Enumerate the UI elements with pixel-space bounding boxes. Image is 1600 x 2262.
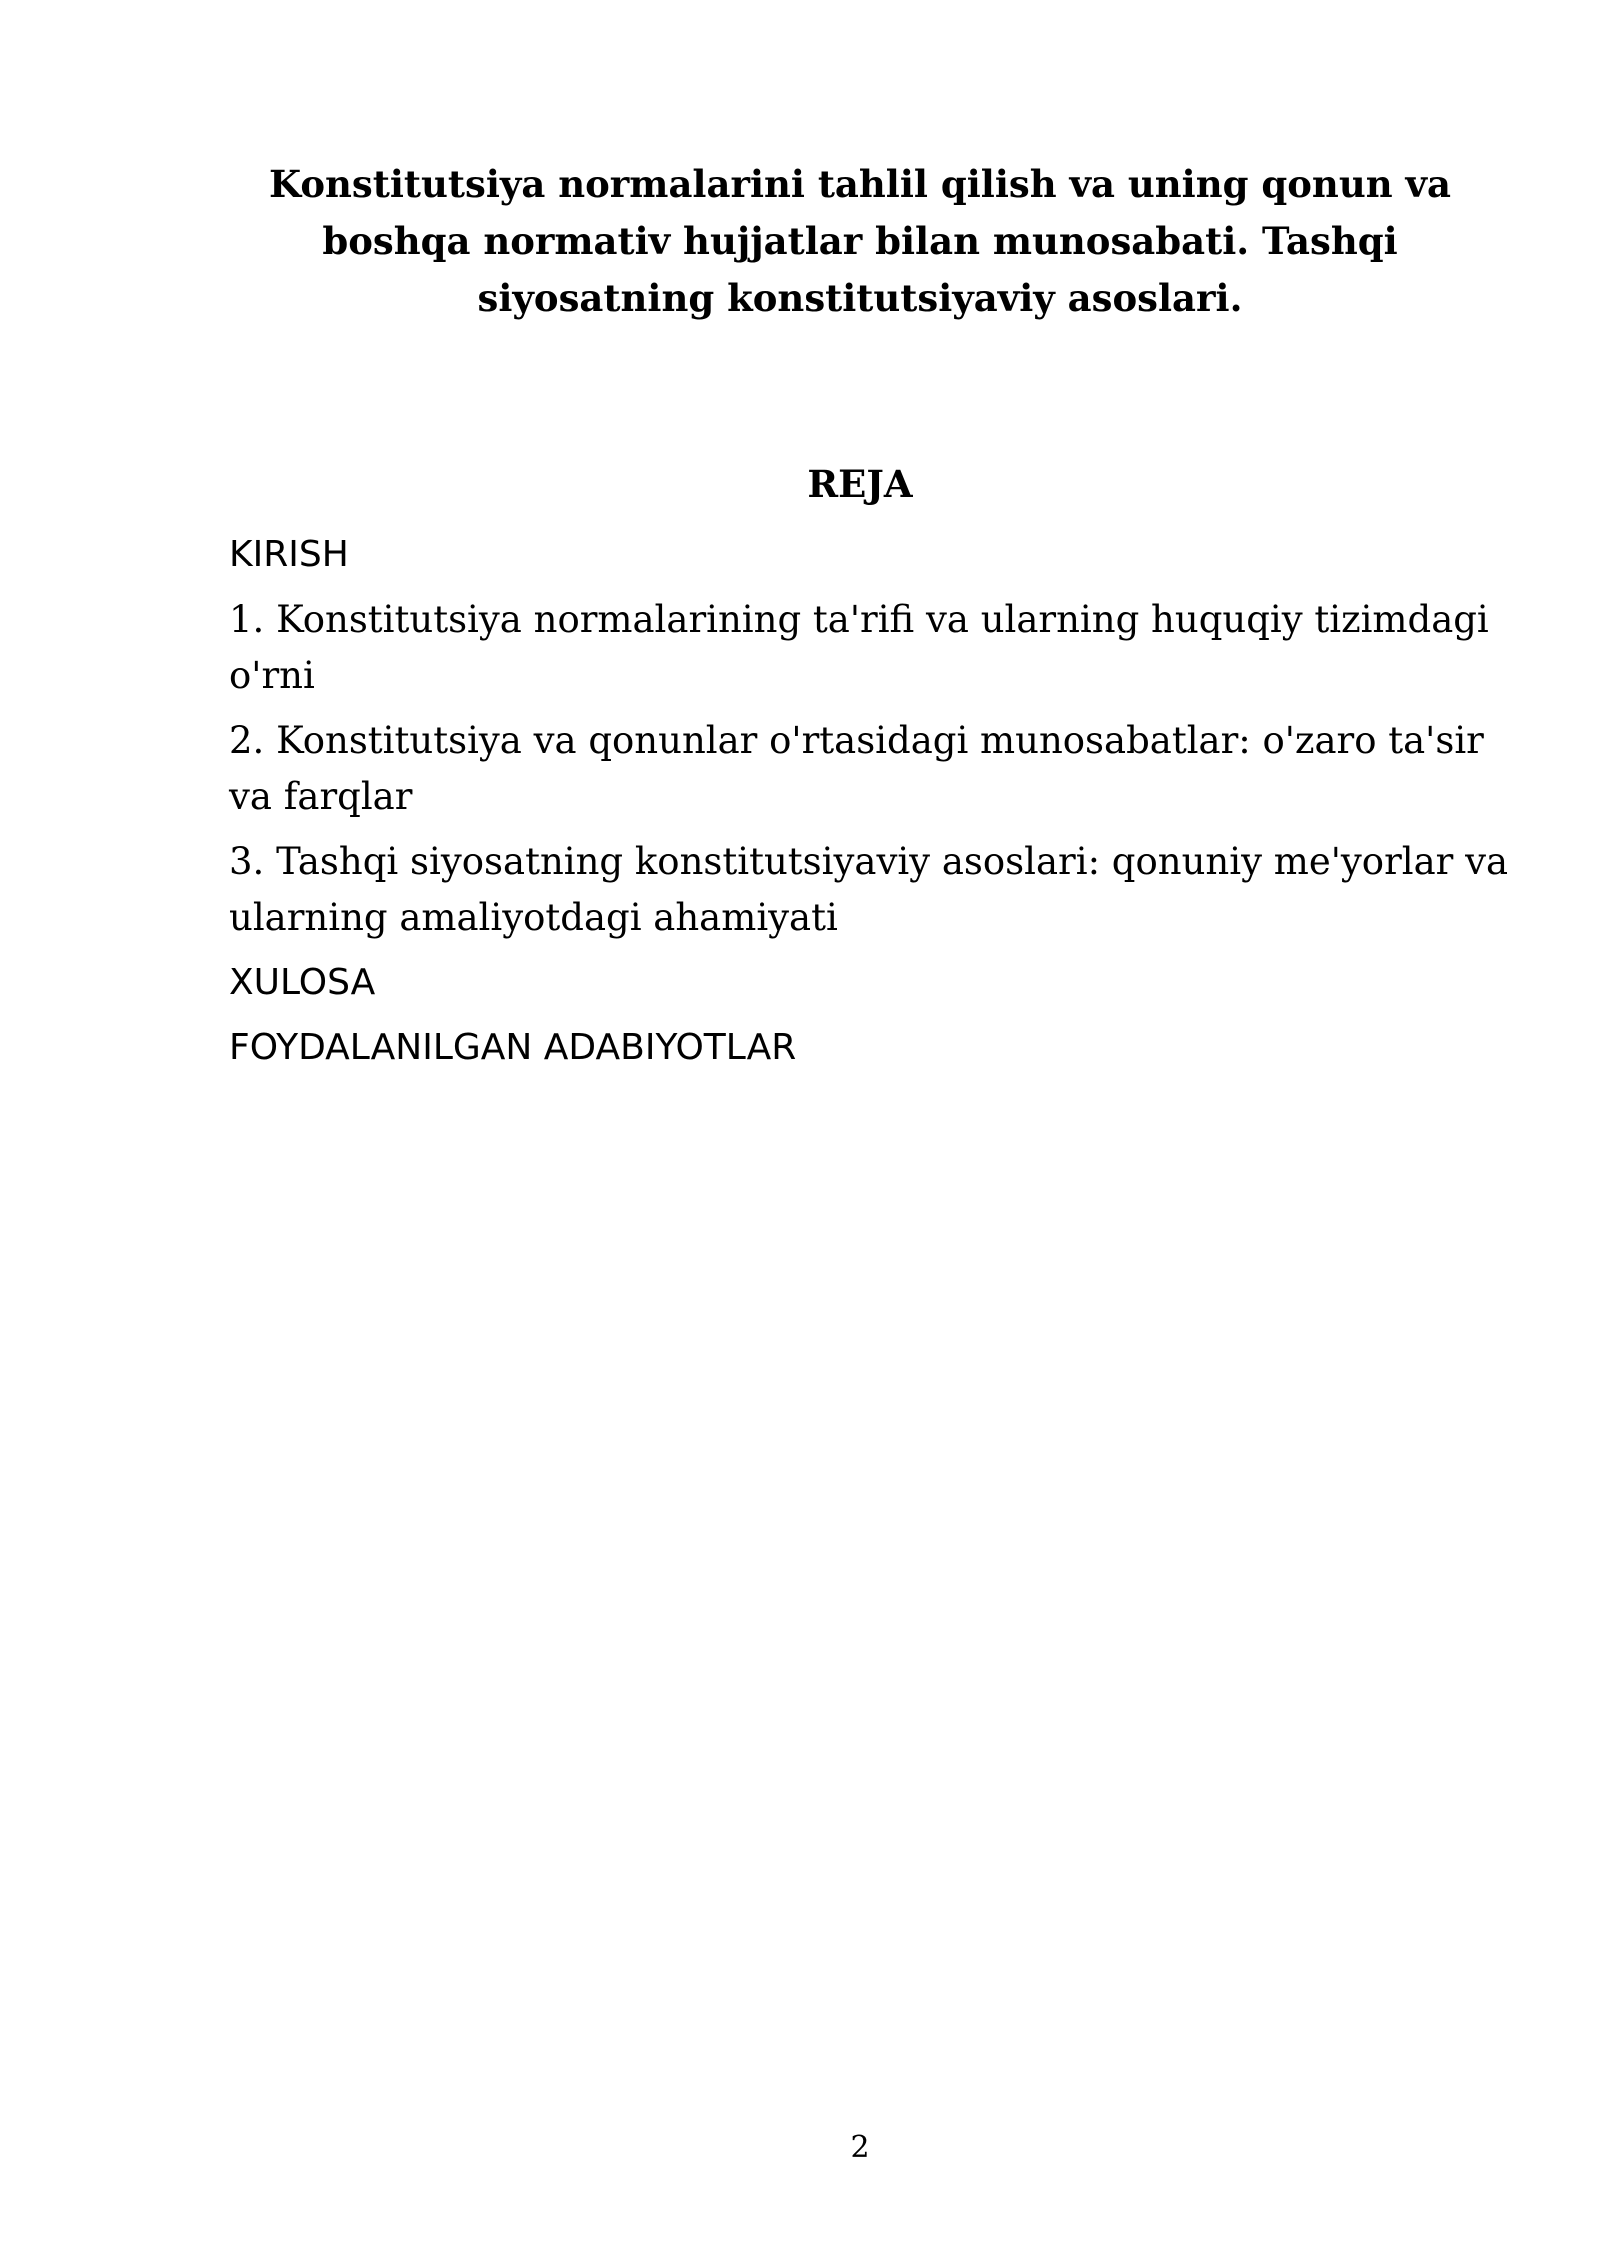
plan-item-references: FOYDALANILGAN ADABIYOTLAR [229, 1027, 797, 1068]
plan-item-3: 3. Tashqi siyosatning konstitutsiyaviy asoslari: qonuniy me'yorlar va ularning amaliyotdagi ahamiyati [229, 840, 1509, 939]
plan-list [229, 527, 1529, 1085]
plan-item-introduction: KIRISH [229, 534, 349, 575]
document-title: Konstitutsiya normalarini tahlil qilish va uning qonun va boshqa normativ hujjatlar bilan munosabati. Tashqi siyosatning konstitutsiyaviy asoslari. [269, 162, 1451, 320]
plan-heading: REJA [807, 462, 913, 506]
plan-item-2: 2. Konstitutsiya va qonunlar o'rtasidagi munosabatlar: o'zaro ta'sir va farqlar [229, 719, 1484, 818]
plan-item-conclusion: XULOSA [229, 962, 376, 1003]
plan-item-1: 1. Konstitutsiya normalarining ta'rifi va ularning huquqiy tizimdagi o'rni [229, 598, 1489, 697]
page-number: 2 [850, 2130, 870, 2165]
